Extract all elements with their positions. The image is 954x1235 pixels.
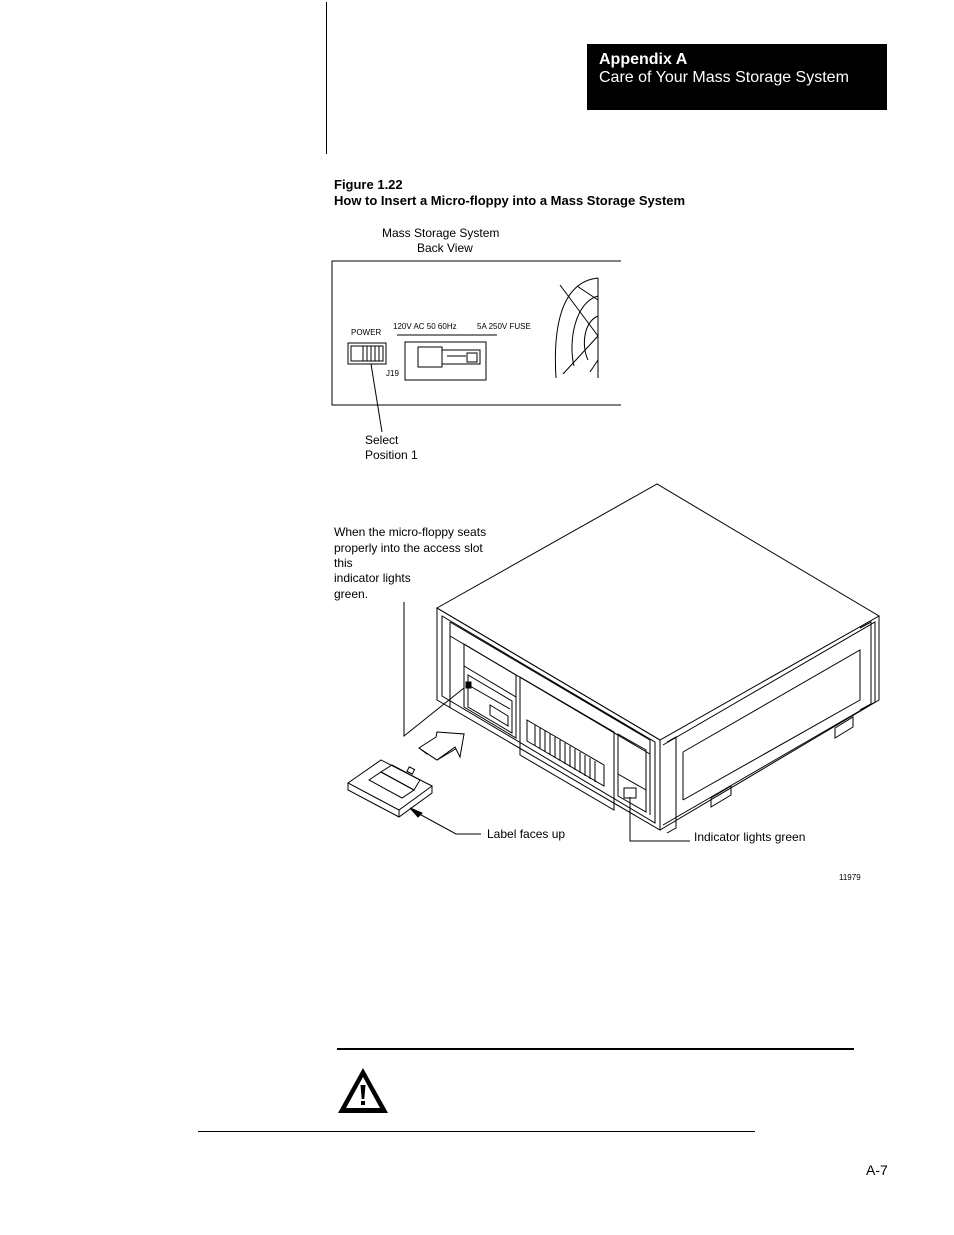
voltage-fuse-module (405, 342, 486, 380)
power-label: POWER (351, 328, 382, 337)
indicator-light (624, 788, 636, 798)
indicator-callout: Indicator lights green (694, 830, 806, 844)
back-view-panel (332, 261, 621, 432)
label-faces-up-callout: Label faces up (487, 827, 566, 841)
warning-triangle-icon (336, 1066, 390, 1116)
note-line2: properly into the access slot (334, 541, 483, 555)
connector-label: J19 (386, 369, 399, 378)
figure-number: Figure 1.22 (334, 177, 403, 192)
back-view-title-line1: Mass Storage System (382, 226, 500, 240)
note-line4: indicator lights (334, 571, 411, 585)
select-callout-line1: Select (365, 433, 399, 447)
note-line3: this (334, 556, 353, 570)
page-number: A-7 (866, 1162, 888, 1178)
figure-title: How to Insert a Micro-floppy into a Mass Storage System (334, 193, 686, 208)
back-view-title-line2: Back View (417, 241, 473, 255)
insert-arrow-icon (419, 732, 464, 760)
note-line5: green. (334, 587, 369, 601)
note-line1: When the micro-floppy seats (334, 525, 487, 539)
warning-top-rule (337, 1048, 854, 1050)
appendix-subtitle: Care of Your Mass Storage System (599, 69, 849, 86)
figure-id: 11979 (839, 873, 861, 882)
warning-bottom-rule (198, 1131, 755, 1132)
voltage-label: 120V AC 50 60Hz (393, 322, 457, 331)
appendix-title: Appendix A (599, 51, 688, 68)
fuse-label: 5A 250V FUSE (477, 322, 531, 331)
micro-floppy-disk (348, 760, 481, 834)
select-callout-line2: Position 1 (365, 448, 418, 462)
fan-grille (555, 278, 598, 378)
